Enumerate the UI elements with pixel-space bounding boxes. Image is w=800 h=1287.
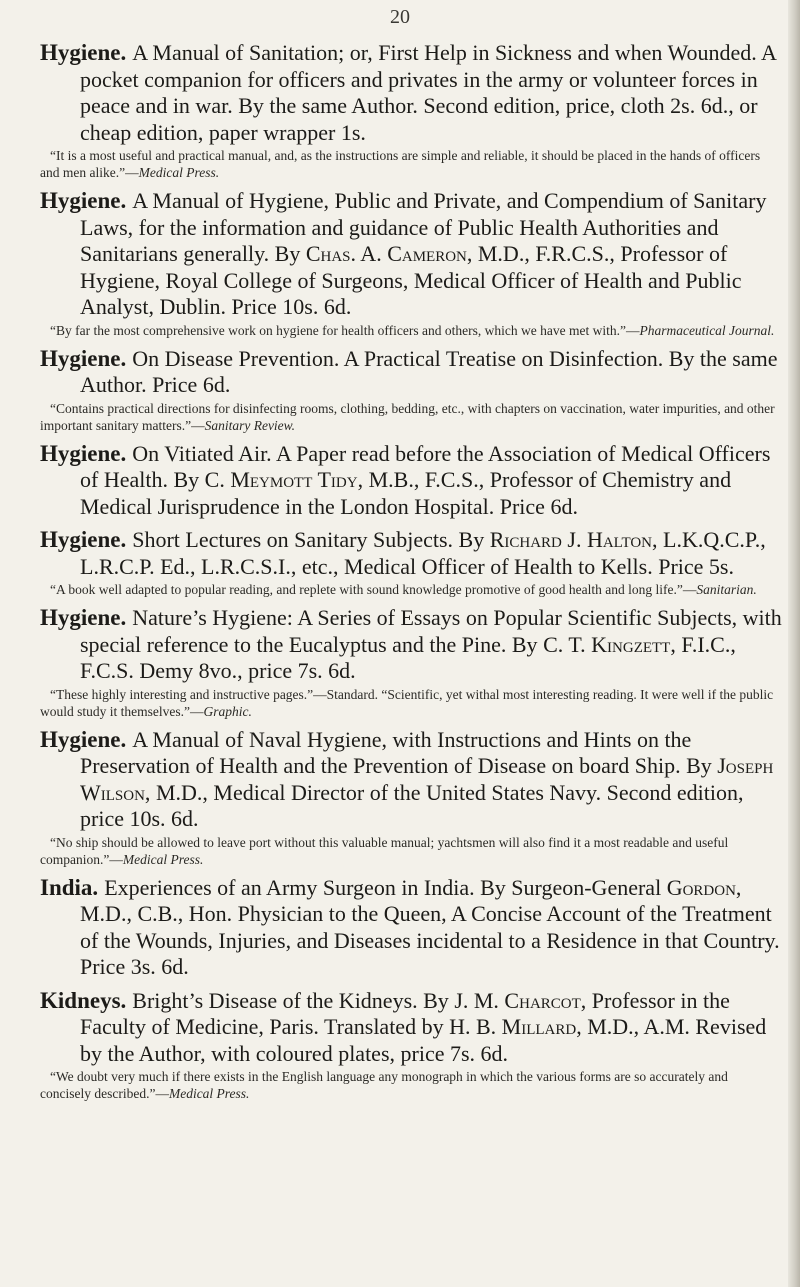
review-quote [40, 400, 782, 434]
entry-text [40, 188, 782, 321]
entry-text [40, 605, 782, 685]
review-quote [40, 322, 782, 339]
review-source: Medical Press. [138, 165, 220, 180]
entry-heading: Kidneys. [40, 987, 127, 1013]
entry-description-cont: M.D., Medical Director of the United States Navy. Second edition, price 10s. 6d. [80, 779, 744, 831]
entry-heading: Hygiene. [40, 188, 127, 213]
entry-description-cont: Professor in the Faculty of Medicine, Paris. Translated by [80, 987, 730, 1039]
review-quote [40, 1068, 782, 1102]
page-edge [788, 0, 800, 1287]
review-text: “Contains practical directions for disinfecting rooms, clothing, bedding, etc., with chapters on vaccination, water impurities, and other important sanitary matters.”— [40, 400, 775, 433]
review-source: Graphic. [203, 703, 252, 719]
entry-description: Bright’s Disease of the Kidneys. By [132, 987, 455, 1013]
catalogue-column [40, 40, 782, 1109]
review-text: “We doubt very much if there exists in the English language any monograph in which the various forms are so accurately and concisely described.”— [40, 1069, 728, 1101]
entry-text [40, 40, 782, 146]
review-source: Sanitary Review. [204, 417, 296, 433]
review-text: “By far the most comprehensive work on hygiene for health officers and others, which we have met with.”— [50, 322, 640, 338]
author-name: Richard J. Halton, [489, 527, 658, 552]
catalogue-entry [40, 988, 782, 1103]
review-source: Sanitarian. [696, 582, 757, 597]
entry-text [40, 441, 782, 521]
review-quote [40, 686, 782, 720]
entry-heading: Hygiene. [40, 527, 127, 552]
entry-description: On Disease Prevention. A Practical Treatise on Disinfection. By the same Author. Price 6d. [80, 345, 778, 397]
review-source: Medical Press. [122, 851, 204, 867]
catalogue-entry [40, 875, 782, 981]
entry-text [40, 527, 782, 580]
author-name: Joseph Wilson, [80, 753, 774, 805]
catalogue-entry [40, 346, 782, 434]
entry-description: A Manual of Naval Hygiene, with Instructions and Hints on the Preservation of Health and the Prevention of Disease on board Ship. By [80, 726, 718, 778]
author-name: J. M. Charcot, [454, 987, 587, 1013]
entry-description: A Manual of Hygiene, Public and Private, and Compendium of Sanitary Laws, for the information and guidance of Public Health Authorities and Sanitarians generally. By [80, 188, 767, 266]
entry-heading: India. [40, 874, 99, 900]
entry-text [40, 727, 782, 833]
catalogue-entry [40, 188, 782, 339]
entry-heading: Hygiene. [40, 345, 127, 371]
catalogue-entry [40, 527, 782, 598]
entry-heading: Hygiene. [40, 440, 127, 466]
review-source: Pharmaceutical Journal. [639, 322, 775, 338]
entry-heading: Hygiene. [40, 40, 127, 65]
entry-description: On Vitiated Air. A Paper read before the Association of Medical Officers of Health. By [80, 440, 771, 492]
entry-text [40, 346, 782, 399]
entry-description: Short Lectures on Sanitary Subjects. By [132, 527, 490, 552]
page-number: 20 [390, 6, 410, 28]
entry-description-cont: L.K.Q.C.P., L.R.C.P. Ed., L.R.C.S.I., etc., Medical Officer of Health to Kells. Price 5s. [80, 527, 766, 579]
review-text: “It is a most useful and practical manual, and, as the instructions are simple and reliable, it should be placed in the hands of officers and men alike.”— [40, 148, 761, 180]
entry-description-cont: M.D., F.R.C.S., Professor of Hygiene, Royal College of Surgeons, Medical Officer of Health and Public Analyst, Dublin. Price 10s. 6d. [80, 241, 742, 319]
author-name: Chas. A. Cameron, [305, 241, 473, 266]
entry-heading: Hygiene. [40, 726, 127, 752]
catalogue-entry [40, 605, 782, 720]
entry-description: Nature’s Hygiene: A Series of Essays on Popular Scientific Subjects, with special reference to the Eucalyptus and the Pine. By [80, 605, 782, 657]
review-source: Medical Press. [168, 1086, 250, 1101]
review-text: “These highly interesting and instructive pages.”—Standard. “Scientific, yet withal most interesting reading. It were well if the public would study it themselves.”— [40, 686, 774, 719]
entry-text [40, 875, 782, 981]
entry-description-cont: F.I.C., F.C.S. Demy 8vo., price 7s. 6d. [80, 631, 736, 683]
entry-description-cont: M.D., C.B., Hon. Physician to the Queen, A Concise Account of the Treatment of the Wounds, Injuries, and Diseases incidental to a Residence in that Country. Price 3s. 6d. [80, 901, 780, 979]
review-quote [40, 834, 782, 868]
author-name: C. T. Kingzett, [543, 631, 676, 657]
catalogue-entry [40, 40, 782, 181]
entry-description-end: M.D., A.M. Revised by the Author, with coloured plates, price 7s. 6d. [80, 1014, 767, 1066]
entry-description: A Manual of Sanitation; or, First Help in Sickness and when Wounded. A pocket companion for officers and privates in the army or volunteer forces in peace and in war. By the same Author. Second edition, price, cloth 2s. 6d., or cheap edition, paper wrapper 1s. [80, 40, 776, 145]
entry-description: Experiences of an Army Surgeon in India. By Surgeon-General [104, 874, 667, 900]
entry-description-cont: M.B., F.C.S., Professor of Chemistry and Medical Jurisprudence in the London Hospital. Price 6d. [80, 467, 732, 519]
review-text: “No ship should be allowed to leave port without this valuable manual; yachtsmen will also find it a most readable and useful companion.”— [40, 834, 729, 867]
entry-text [40, 988, 782, 1068]
translator-name: H. B. Millard, [449, 1014, 582, 1039]
review-quote [40, 147, 782, 181]
author-name: C. Meymott Tidy, [204, 467, 364, 492]
author-name: Gordon, [666, 874, 742, 900]
review-text: “A book well adapted to popular reading, and replete with sound knowledge promotive of good health and long life.”— [50, 582, 697, 597]
catalogue-entry [40, 441, 782, 521]
catalogue-entry [40, 727, 782, 868]
review-quote [40, 581, 782, 598]
entry-heading: Hygiene. [40, 605, 127, 630]
